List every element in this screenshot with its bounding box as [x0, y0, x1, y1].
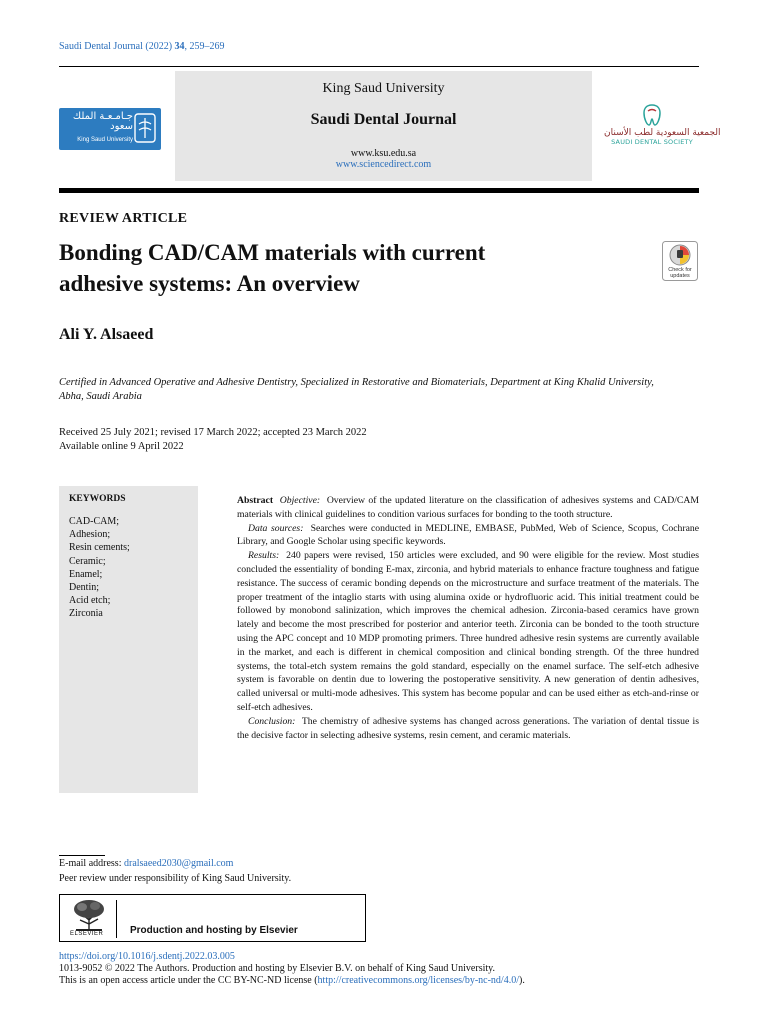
keyword-item: Dentin;: [69, 582, 99, 594]
keywords-title: KEYWORDS: [69, 494, 126, 504]
keyword-item: Ceramic;: [69, 555, 106, 567]
article-title-line-1: Bonding CAD/CAM materials with current: [59, 240, 486, 265]
keyword-item: Acid etch;: [69, 595, 111, 607]
elsevier-label: ELSEVIER: [70, 931, 104, 937]
email-link[interactable]: dralsaeed2030@gmail.com: [123, 858, 234, 869]
check-for-updates-button[interactable]: [662, 241, 698, 281]
sds-logo-english: SAUDI DENTAL SOCIETY: [611, 138, 693, 146]
results-label: Results:: [248, 550, 280, 562]
journal-ref-pages: , 259–269: [184, 41, 225, 52]
masthead-divider: [59, 188, 699, 193]
objective-text: Overview of the updated literature on the classification of adhesives systems and CAD/CAM materials with clinical guidelines to condition various surfaces for bonding to the tooth structure.: [237, 495, 699, 520]
sds-logo-arabic: الجمعية السعودية لطب الأسنان: [604, 128, 721, 138]
objective-label: Objective:: [279, 495, 321, 506]
ksu-url-link[interactable]: www.ksu.edu.sa: [350, 148, 417, 159]
ksu-logo-english: King Saud University: [77, 137, 133, 143]
sources-text: Searches were conducted in MEDLINE, EMBASE, PubMed, Web of Science, Scopus, Cochrane Library, and Google Scholar using specific keywords.: [237, 522, 700, 548]
abstract-conclusion: [237, 715, 699, 743]
check-updates-label-2: updates: [670, 273, 690, 279]
author-affiliation: Certified in Advanced Operative and Adhesive Dentistry, Specialized in Restorative and Biomaterials, Department at King Khalid University, Abha, Saudi Arabia: [59, 377, 654, 402]
abstract-objective: [237, 494, 699, 522]
license-prefix: This is an open access article under the CC BY-NC-ND license (: [59, 975, 318, 986]
received-dates: Received 25 July 2021; revised 17 March 2022; accepted 23 March 2022: [59, 427, 367, 438]
abstract-results: [237, 549, 699, 715]
elsevier-tree-icon: [70, 898, 108, 932]
email-line: [59, 858, 233, 869]
peer-review-note: Peer review under responsibility of King Saud University.: [59, 873, 292, 884]
keyword-item: Adhesion;: [69, 529, 111, 541]
available-online-date: Available online 9 April 2022: [59, 441, 184, 452]
results-text: 240 papers were revised, 150 articles were excluded, and 90 were eligible for the review. Most studies concluded the essentiality of bonding E-max, zirconia, and hybrid materials to enhance fracture toughness and fatigue resistance. The success of ceramic bonding depends on the microstructure and surface treatment of the materials. The proper treatment of the intaglio starts with using alumina oxide or hydrofluoric acid. This initial treatment could be followed by monobond salinization, which improves the chemical adhesion. Zirconia-based ceramics have grown lately and become the most prescribed for posterior and anterior teeth. Zirconia can be bonded to the tooth structure using the APC concept and 10 MDP promoting primers. Three hundred adhesive resin systems are currently available in the market, and each is different in chemical composition and clinical bonding strength. Of the three hundred systems, the total-etch system remains the gold standard, especially on the enamel surface. The self-etch adhesive system is favorable on dentin due to lowering the postoperative sensitivity. A new generation of dentin adhesives, called universal or multi-mode adhesives. This system has become popular and can be used either as etch-and-rinse or self-etch adhesives.: [237, 550, 700, 713]
saudi-dental-society-logo: [604, 103, 721, 149]
keywords-list: [69, 515, 130, 621]
tooth-icon: [641, 103, 663, 127]
keyword-item: CAD-CAM;: [69, 516, 120, 527]
article-title: [59, 237, 619, 299]
abstract-heading: Abstract: [237, 495, 274, 506]
abstract-data-sources: [237, 522, 699, 550]
sciencedirect-url-link[interactable]: www.sciencedirect.com: [335, 159, 432, 170]
license-suffix: ).: [518, 975, 525, 986]
footnote-divider: [59, 855, 105, 856]
abstract: [237, 494, 699, 742]
article-type: REVIEW ARTICLE: [59, 211, 188, 226]
keyword-item: Resin cements;: [69, 542, 130, 554]
license-notice: [59, 975, 525, 986]
keyword-item: Enamel;: [69, 568, 103, 580]
email-label: E-mail address:: [59, 858, 124, 869]
article-title-line-2: adhesive systems: An overview: [59, 271, 360, 296]
elsevier-separator: [116, 900, 117, 938]
journal-ref-volume: 34: [174, 41, 185, 52]
author-name: Ali Y. Alsaeed: [59, 326, 154, 343]
elsevier-banner: [59, 894, 366, 942]
journal-ref-prefix: Saudi Dental Journal (2022): [59, 41, 175, 52]
conclusion-label: Conclusion:: [248, 715, 296, 727]
ksu-logo: [59, 108, 161, 150]
copyright-notice: 1013-9052 © 2022 The Authors. Production and hosting by Elsevier B.V. on behalf of King Saud University.: [59, 963, 495, 974]
journal-title: Saudi Dental Journal: [310, 111, 457, 128]
conclusion-text: The chemistry of adhesive systems has changed across generations. The variation of dental tissue is the decisive factor in selecting adhesive systems, resin cement, and ceramic materials.: [237, 715, 700, 741]
keyword-item: Zirconia: [69, 608, 103, 620]
production-hosting-text: Production and hosting by Elsevier: [130, 925, 298, 936]
license-link[interactable]: http://creativecommons.org/licenses/by-nc-nd/4.0/: [317, 975, 519, 986]
journal-reference[interactable]: [59, 41, 225, 52]
keywords-panel: [59, 486, 198, 793]
masthead-panel: [175, 71, 592, 181]
doi-link[interactable]: https://doi.org/10.1016/j.sdentj.2022.03.005: [59, 951, 235, 962]
article-dates: [59, 426, 659, 454]
sources-label: Data sources:: [248, 522, 304, 534]
ksu-logo-arabic: جـامـعـة الملك سعود: [72, 111, 133, 132]
university-name: King Saud University: [322, 81, 445, 96]
check-updates-label-1: Check for: [668, 267, 692, 273]
top-divider: [59, 66, 699, 67]
